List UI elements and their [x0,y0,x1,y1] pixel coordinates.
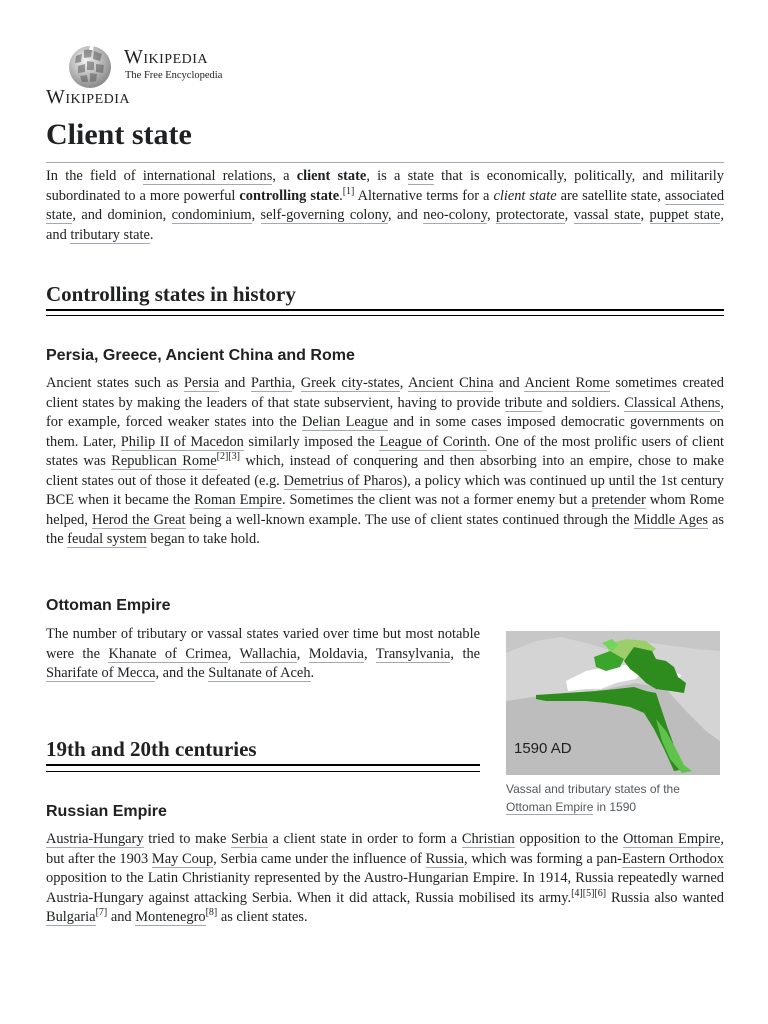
inline-link[interactable]: Serbia [231,831,268,847]
text-run: Ancient states such as [46,375,184,391]
inline-link[interactable]: feudal system [67,531,147,547]
ottoman-paragraph [46,625,480,684]
text-run: , [251,207,261,223]
section-divider [46,764,480,766]
text-run: , [227,645,240,662]
text-run: The number of tributary or vassal states varied over time but most notable were the [46,626,480,662]
inline-link[interactable]: League of Corinth [379,433,487,450]
inline-link[interactable]: Moldavia [308,645,364,662]
inline-link[interactable]: neo-colony [423,207,487,223]
wordmark-title: Wikipedia [124,46,209,68]
inline-link[interactable]: associated state [46,187,725,223]
ottoman-map-figure [506,631,722,816]
russian-paragraph-line1 [46,830,724,928]
text-run: , Serbia came under the influence of [213,850,426,867]
text-run: Alternative terms for a [354,187,494,204]
text-run: , the [450,645,481,662]
text-run: being a well-known example. The use of client states continued through the [185,511,634,528]
text-run: that is economically, politically, and militarily subordinated to a more powerful [46,168,724,204]
inline-link[interactable]: Delian League [302,414,388,430]
text-run: , [564,207,574,223]
inline-link[interactable]: self-governing colony [260,207,389,223]
inline-link[interactable]: Sharifate of Mecca [46,665,156,681]
text-run: , and [46,207,725,243]
text-run: are satellite state, [556,187,665,204]
text-run: tried to make [143,831,232,847]
text-run: , a [272,168,297,184]
intro-paragraph [46,167,724,245]
text-run: opposition to the [514,831,623,847]
text-run: , and dominion, [72,207,172,223]
text-run: similarly imposed the [243,433,380,450]
text-run: ), a policy which was continued up until the 1st century BCE when it became the [46,472,724,508]
map-label: 1590 AD [514,740,572,757]
wordmark-secondary[interactable]: Wikipedia [46,86,131,108]
inline-link[interactable]: Austria-Hungary [46,831,144,847]
inline-link[interactable]: Classical Athens [624,394,721,411]
text-run: and in some cases imposed democratic governments on them. Later, [46,414,724,450]
italic-term: client state [493,187,557,204]
citation-ref[interactable]: [4][5][6] [571,887,607,899]
text-run: , for example, forced weaker states into the [46,394,724,430]
bold-term: client state [296,168,367,184]
figure-caption [506,780,722,816]
text-run: and [219,375,251,391]
text-run: which, instead of conquering and then absorbing into an empire, chose to make client states out of those it defeated (e.g. [46,453,724,489]
text-run: as the [46,511,724,547]
text-run: , which was forming a pan- [464,850,622,867]
inline-link[interactable]: Demetrius of Pharos [283,472,403,489]
text-run: . [339,187,343,204]
inline-link[interactable]: Sultanate of Aceh [208,665,311,681]
text-run: . Sometimes the client was not a former enemy but a [282,492,592,508]
text-run: and [493,375,525,391]
inline-link[interactable]: condominium [171,207,252,223]
inline-link[interactable]: state [407,168,434,184]
ottoman-vassal-map[interactable] [506,631,720,775]
text-run: . [310,665,315,681]
inline-link[interactable]: Republican Rome [111,453,217,469]
text-run: opposition to the Latin Christianity represented by the Austro-Hungarian Empire. In 1914, Russia repeatedly warned Austria-Hungary against attacking Serbia. When it did attack, Russia mobilised its army. [46,870,724,906]
inline-link[interactable]: Ancient China [408,375,494,391]
text-run: whom Rome helped, [46,492,724,528]
text-run: . [149,226,154,243]
text-run: , is a [366,168,408,184]
inline-link[interactable]: Parthia [250,375,292,391]
caption-text-end: in 1590 [593,800,637,814]
inline-link[interactable]: vassal state [573,207,641,223]
inline-link[interactable]: Khanate of Crimea [108,645,228,662]
section-divider [46,315,724,316]
page-title: Client state [46,118,192,151]
text-run: , [291,375,301,391]
inline-link[interactable]: Ancient Rome [524,375,610,391]
inline-link[interactable]: Wallachia [239,645,297,662]
russian-paragraph [46,830,724,928]
text-run: Russia also wanted [606,889,724,906]
section-divider [46,309,724,311]
inline-link[interactable]: Russia [425,850,465,867]
text-run: sometimes created client states by making the leaders of that state subservient, having to provide [46,375,724,411]
text-run: , but after the 1903 [46,831,725,867]
inline-link[interactable]: Transylvania [375,645,451,662]
inline-link[interactable]: tribute [504,394,543,411]
inline-link[interactable]: puppet state [649,207,721,223]
text-run: , [363,645,376,662]
inline-link[interactable]: Roman Empire [194,492,283,508]
inline-link[interactable]: May Coup [151,850,214,867]
citation-ref[interactable]: [1] [342,185,355,197]
subsection-heading-persia: Persia, Greece, Ancient China and Rome [46,347,355,364]
citation-ref[interactable]: [8] [205,907,218,919]
persia-paragraph [46,374,724,550]
inline-link[interactable]: Ottoman Empire [622,831,721,847]
subsection-heading-ottoman: Ottoman Empire [46,597,171,614]
text-run: , and [388,207,424,223]
inline-link[interactable]: Christian [461,831,515,847]
wikipedia-globe-icon [66,42,114,90]
inline-link[interactable]: Bulgaria [46,909,96,925]
inline-link[interactable]: international relations [142,168,273,184]
citation-ref[interactable]: [2][3] [216,451,240,463]
text-run: . One of the most prolific users of client states was [46,433,725,469]
title-divider [46,162,724,163]
inline-link[interactable]: pretender [591,492,646,508]
inline-link[interactable]: Greek city-states [300,375,400,391]
inline-link[interactable]: Middle Ages [633,511,708,528]
text-run: , and the [155,665,209,681]
text-run: In the field of [46,168,143,184]
inline-link[interactable]: Montenegro [135,909,206,925]
text-run: began to take hold. [146,531,260,547]
text-run: and [107,909,136,925]
text-run: , [640,207,650,223]
caption-text: Vassal and tributary states of the [506,782,680,796]
text-run: , [399,375,409,391]
wordmark-tagline: The Free Encyclopedia [125,70,223,81]
inline-link[interactable]: Philip II of Macedon [120,433,244,450]
text-run: as client states. [217,909,308,925]
section-heading-controlling-states: Controlling states in history [46,282,296,306]
inline-link[interactable]: Eastern Orthodox [621,850,724,867]
caption-link-ottoman-empire[interactable]: Ottoman Empire [506,800,594,814]
inline-link[interactable]: Herod the Great [91,511,186,528]
inline-link[interactable]: Persia [183,375,220,391]
text-run: , [486,207,496,223]
inline-link[interactable]: protectorate [495,207,565,223]
text-run: and soldiers. [542,394,625,411]
inline-link[interactable]: tributary state [70,226,150,243]
text-run: , [296,645,309,662]
bold-term: controlling state [239,187,340,204]
citation-ref[interactable]: [7] [95,907,108,919]
subsection-heading-russian-empire: Russian Empire [46,803,167,820]
section-divider [46,771,480,772]
section-heading-19th-20th-centuries: 19th and 20th centuries [46,737,257,761]
text-run: a client state in order to form a [267,831,462,847]
